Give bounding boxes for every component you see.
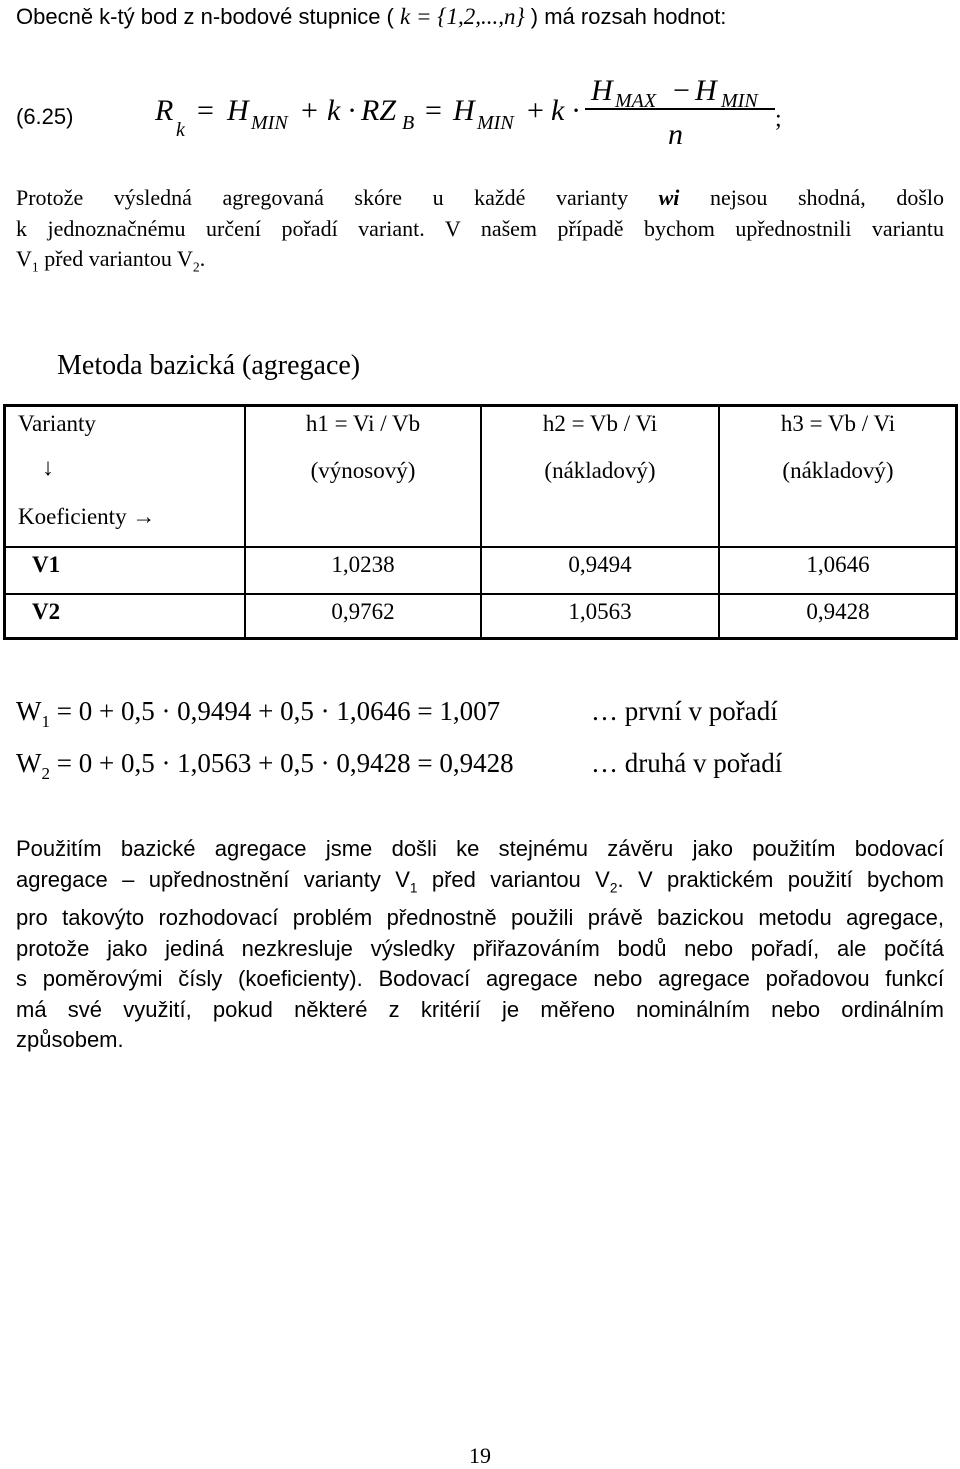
v1-h1: 1,0238 — [331, 552, 395, 577]
intro-text: Obecně k-tý bod z n-bodové stupnice ( — [16, 4, 394, 29]
w2-order: … druhá v pořadí — [591, 748, 783, 778]
formula-eq1: = — [197, 94, 214, 127]
formula-min-sub: MIN — [251, 112, 288, 134]
para2-line5: s poměrovými čísly (koeficienty). Bodovací agregace nebo agregace pořadovou funkcí — [16, 966, 944, 992]
w2-expression: = 0 + 0,5 · 1,0563 + 0,5 · 0,9428 = 0,9428 — [56, 748, 514, 778]
col1-type: (výnosový) — [310, 458, 416, 483]
formula-num-H: H — [591, 74, 613, 107]
formula-H2: H — [453, 94, 475, 127]
para2-line6: má své využití, pokud některé z kritérií je měřeno nominálním nebo ordinálním — [16, 996, 944, 1022]
wi-bold: wi — [658, 185, 680, 210]
w1-expression: = 0 + 0,5 · 0,9494 + 0,5 · 1,0646 = 1,007 — [56, 696, 501, 726]
paragraph-2 — [16, 834, 944, 1056]
para2-line7: způsobem. — [16, 1027, 124, 1053]
row-label-v1: V1 — [32, 552, 61, 577]
formula-max-sub: MAX — [615, 90, 657, 112]
formula-k-mul2: k · — [551, 94, 580, 127]
paragraph-1 — [16, 183, 944, 283]
v1-h2: 0,9494 — [568, 552, 632, 577]
formula-RZ: RZ — [361, 94, 397, 127]
formula-H: H — [227, 94, 249, 127]
col2-type: (nákladový) — [544, 458, 656, 483]
para2-line2: agregace – upřednostnění varianty $V_1$ před variantou $V_2$. V praktickém použití bychom — [16, 866, 944, 895]
v2-h2: 1,0563 — [568, 599, 632, 624]
table-title: Metoda bazická (agregace) — [57, 350, 361, 381]
formula-k-mul: k · — [327, 94, 356, 127]
intro-text-end: ) má rozsah hodnot: — [530, 4, 727, 29]
criteria-table — [3, 404, 958, 640]
col1-formula: h1 = Vi / Vb — [305, 411, 421, 436]
formula-plus2: + — [527, 94, 544, 127]
formula-minus: − — [673, 74, 690, 107]
range-formula — [155, 70, 795, 160]
page-number: 19 — [469, 1443, 491, 1468]
para1-line3: $V_1$ před variantou $V_2$. — [16, 246, 206, 275]
formula-b-sub: B — [402, 112, 415, 134]
formula-plus1: + — [301, 94, 318, 127]
v2-h1: 0,9762 — [331, 599, 395, 624]
intro-line — [16, 4, 726, 30]
formula-R: R — [155, 94, 174, 127]
corner-varianty: Varianty — [18, 411, 96, 436]
corner-koeficienty: Koeficienty → — [18, 504, 156, 529]
arrow-down-icon: ↓ — [42, 455, 54, 481]
formula-semicolon: ; — [775, 106, 782, 132]
para2-line4: protože jako jediná nezkresluje výsledky přiřazováním bodů nebo pořadí, ale počítá — [16, 935, 944, 961]
para2-line3: pro takovýto rozhodovací problém přednostně použili právě bazickou metodu agregace, — [16, 905, 944, 931]
col3-formula: h3 = Vb / Vi — [780, 411, 896, 436]
col3-type: (nákladový) — [782, 458, 894, 483]
para1-line2: k jednoznačnému určení pořadí variant. V našem případě bychom upřednostnili variantu — [16, 215, 944, 241]
result-w2: $W_2 = 0 + 0,5 \cdot 1,0563 + 0,5 \cdot 0,9428 = 0,9428$ … druhá v pořadí — [16, 748, 783, 783]
header-divider — [6, 546, 955, 548]
v2-h3: 0,9428 — [806, 599, 870, 624]
w1-order: … první v pořadí — [591, 696, 778, 726]
set-expression: k = {1,2,...,n} — [400, 4, 525, 29]
result-w1: $W_1 = 0 + 0,5 \cdot 0,9494 + 0,5 \cdot 1,0646 = 1,007$ … první v pořadí — [16, 696, 778, 731]
formula-denominator: n — [668, 118, 683, 151]
formula-min-sub2: MIN — [477, 112, 514, 134]
equation-number: (6.25) — [16, 104, 74, 129]
col2-formula: h2 = Vb / Vi — [542, 411, 658, 436]
v1-h3: 1,0646 — [806, 552, 870, 577]
formula-min-sub3: MIN — [721, 90, 758, 112]
fraction-bar — [585, 108, 775, 110]
row-divider — [6, 593, 955, 595]
para2-line1: Použitím bazické agregace jsme došli ke stejnému závěru jako použitím bodovací — [16, 836, 944, 861]
para1-line1: Protože výsledná agregovaná skóre u každé varianty wi nejsou shodná, došlo — [16, 185, 944, 210]
formula-k-sub: k — [176, 119, 185, 141]
formula-eq2: = — [425, 94, 442, 127]
formula-num-H2: H — [695, 74, 717, 107]
row-label-v2: V2 — [32, 599, 61, 624]
